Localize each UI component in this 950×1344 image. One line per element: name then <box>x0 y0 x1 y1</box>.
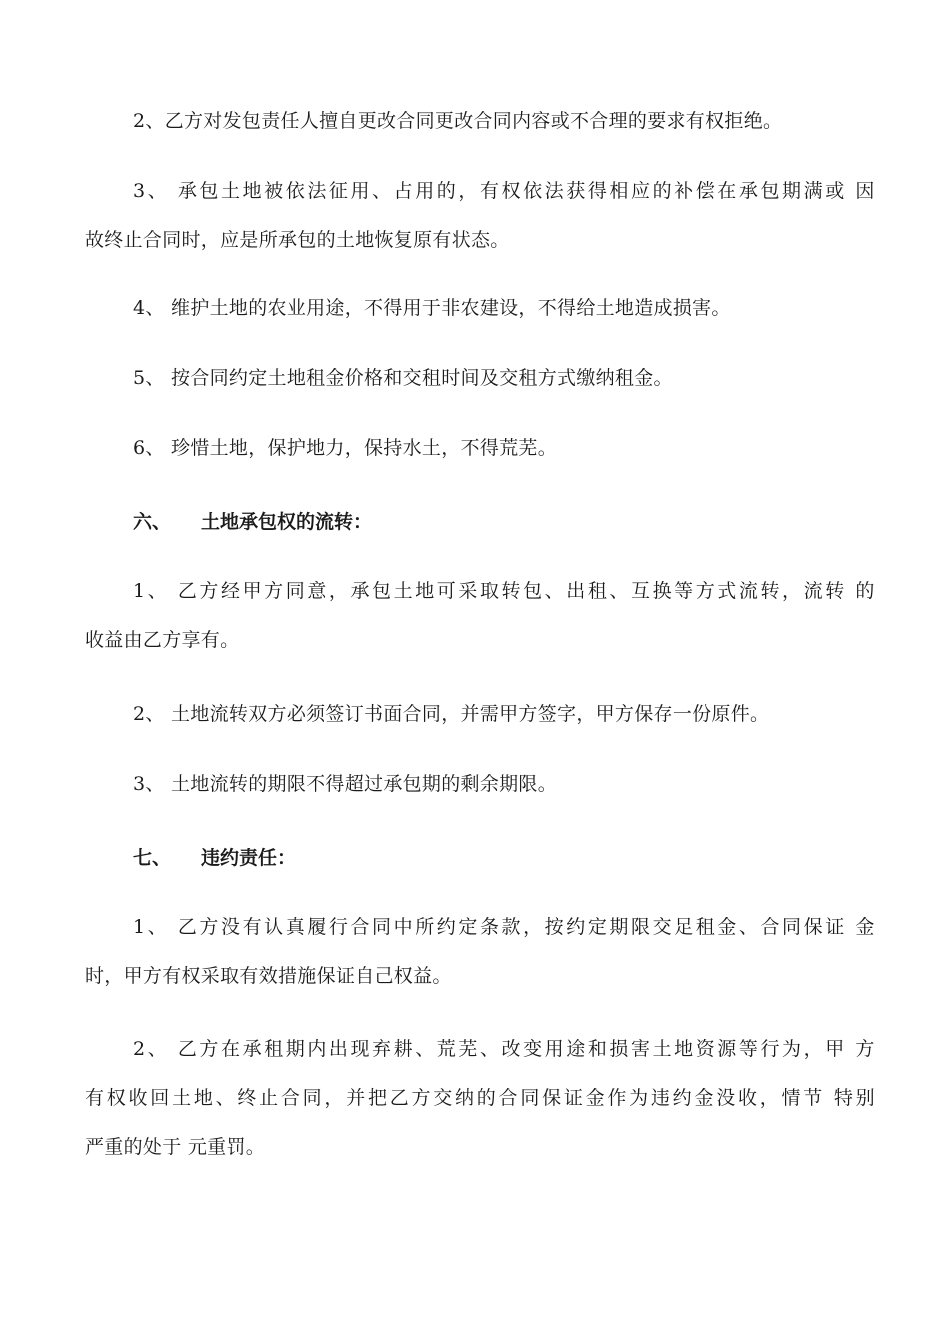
paragraph-cherish-land <box>85 424 875 473</box>
paragraph-text: 5、 按合同约定土地租金价格和交租时间及交租方式缴纳租金。 <box>133 367 673 389</box>
paragraph-lessee-right-refuse <box>85 97 875 146</box>
paragraph-line-1: 1 、 乙 方 经 甲 方 同 意 ， 承 包 土 地 可 采 取 转 包 、 出 租 、 互 换 等 方 式 流 转 ， 流 转 的 <box>133 580 875 602</box>
paragraph-text: 2、乙方对发包责任人擅自更改合同更改合同内容或不合理的要求有权拒绝。 <box>133 110 783 132</box>
paragraph-line-2: 时，甲方有权采取有效措施保证自己权益。 <box>85 965 452 987</box>
paragraph-text: 4、 维护土地的农业用途，不得用于非农建设，不得给土地造成损害。 <box>133 297 731 319</box>
paragraph-text: 2、 土地流转双方必须签订书面合同，并需甲方签字，甲方保存一份原件。 <box>133 703 770 725</box>
paragraph-text: 3、 土地流转的期限不得超过承包期的剩余期限。 <box>133 773 558 795</box>
paragraph-breach-terms <box>85 903 875 1001</box>
paragraph-land-expropriation <box>85 167 875 265</box>
paragraph-transfer-term <box>85 760 875 809</box>
paragraph-abandonment-penalty <box>85 1025 875 1172</box>
paragraph-line-1: 2 、 乙 方 在 承 租 期 内 出 现 弃 耕 、 荒 芜 、 改 变 用 途 和 损 害 土 地 资 源 等 行 为 ， 甲 方 <box>133 1038 875 1060</box>
paragraph-pay-rent <box>85 354 875 403</box>
paragraph-line-1: 3 、 承 包 土 地 被 依 法 征 用 、 占 用 的 ， 有 权 依 法 获 得 相 应 的 补 偿 在 承 包 期 满 或 因 <box>133 180 875 202</box>
paragraph-text: 6、 珍惜土地，保护地力，保持水土，不得荒芜。 <box>133 437 558 459</box>
paragraph-agricultural-use <box>85 284 875 333</box>
section-title: 违约责任： <box>201 847 297 869</box>
paragraph-line-2: 收益由乙方享有。 <box>85 629 240 651</box>
paragraph-line-2: 故终止合同时，应是所承包的土地恢复原有状态。 <box>85 229 510 251</box>
section-number: 六、 <box>133 511 172 533</box>
paragraph-written-contract <box>85 690 875 739</box>
paragraph-transfer-methods <box>85 567 875 665</box>
section-title: 土地承包权的流转： <box>201 511 373 533</box>
paragraph-line-3: 严重的处于 元重罚。 <box>85 1136 266 1158</box>
paragraph-line-1: 1 、 乙 方 没 有 认 真 履 行 合 同 中 所 约 定 条 款 ， 按 约 定 期 限 交 足 租 金 、 合 同 保 证 金 <box>133 916 875 938</box>
paragraph-line-2: 有 权 收 回 土 地 、 终 止 合 同 ， 并 把 乙 方 交 纳 的 合 同 保 证 金 作 为 违 约 金 没 收 ， 情 节 特 别 <box>85 1087 875 1109</box>
section-heading-liability <box>133 843 296 873</box>
section-number: 七、 <box>133 847 172 869</box>
section-heading-transfer <box>133 507 372 537</box>
